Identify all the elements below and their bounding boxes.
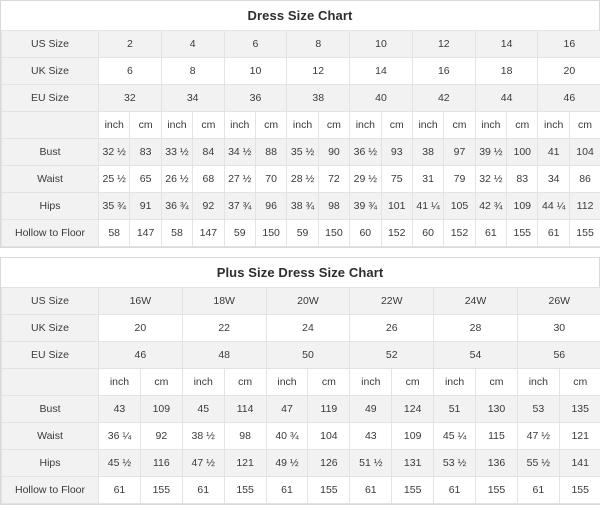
table-cell: cm: [318, 112, 349, 139]
table-cell: 36 ¼: [99, 423, 141, 450]
table-cell: 42 ¾: [475, 193, 506, 220]
table-cell: inch: [182, 369, 224, 396]
plus-chart-title: Plus Size Dress Size Chart: [1, 258, 599, 287]
row-label: Hips: [2, 450, 99, 477]
table-cell: 31: [412, 166, 443, 193]
row-label: Waist: [2, 166, 99, 193]
table-cell: 35 ¾: [99, 193, 130, 220]
table-row: [2, 450, 600, 477]
table-cell: 61: [517, 477, 559, 504]
table-cell: 105: [444, 193, 475, 220]
table-cell: 90: [318, 139, 349, 166]
table-cell: 35 ½: [287, 139, 318, 166]
table-cell: 121: [559, 423, 600, 450]
table-cell: 54: [434, 342, 518, 369]
table-cell: 55 ½: [517, 450, 559, 477]
table-cell: 26 ½: [161, 166, 192, 193]
table-cell: 61: [99, 477, 141, 504]
table-row: [2, 139, 600, 166]
table-cell: cm: [130, 112, 161, 139]
table-cell: 43: [99, 396, 141, 423]
table-cell: 51: [434, 396, 476, 423]
table-cell: 147: [130, 220, 161, 247]
table-cell: 8: [287, 31, 350, 58]
table-cell: 33 ½: [161, 139, 192, 166]
table-cell: cm: [308, 369, 350, 396]
table-row: [2, 112, 600, 139]
table-cell: 115: [476, 423, 518, 450]
table-cell: 155: [140, 477, 182, 504]
table-cell: 41 ¼: [412, 193, 443, 220]
table-cell: 36 ½: [350, 139, 381, 166]
table-cell: 44 ¼: [538, 193, 569, 220]
table-cell: 16: [538, 31, 600, 58]
table-cell: 131: [392, 450, 434, 477]
table-cell: 29 ½: [350, 166, 381, 193]
table-cell: 8: [161, 58, 224, 85]
table-cell: 38: [412, 139, 443, 166]
table-cell: inch: [538, 112, 569, 139]
plus-size-chart: [0, 257, 600, 505]
table-cell: inch: [350, 369, 392, 396]
row-label: UK Size: [2, 58, 99, 85]
table-cell: 61: [434, 477, 476, 504]
table-cell: 41: [538, 139, 569, 166]
table-cell: 93: [381, 139, 412, 166]
table-cell: 14: [350, 58, 413, 85]
table-cell: 26W: [517, 288, 600, 315]
table-cell: 25 ½: [99, 166, 130, 193]
table-cell: 14: [475, 31, 538, 58]
table-cell: 75: [381, 166, 412, 193]
regular-size-chart: [0, 0, 600, 248]
table-cell: 48: [182, 342, 266, 369]
table-cell: inch: [412, 112, 443, 139]
table-cell: 44: [475, 85, 538, 112]
table-cell: 43: [350, 423, 392, 450]
table-cell: 34 ½: [224, 139, 255, 166]
table-row: [2, 85, 600, 112]
table-cell: 40: [350, 85, 413, 112]
table-cell: 58: [161, 220, 192, 247]
table-cell: 10: [350, 31, 413, 58]
table-cell: cm: [444, 112, 475, 139]
row-label: US Size: [2, 31, 99, 58]
table-row: [2, 423, 600, 450]
table-cell: 92: [193, 193, 224, 220]
table-cell: 18W: [182, 288, 266, 315]
table-cell: 130: [476, 396, 518, 423]
table-cell: 37 ¾: [224, 193, 255, 220]
table-row: [2, 58, 600, 85]
table-cell: 28 ½: [287, 166, 318, 193]
table-cell: inch: [99, 112, 130, 139]
table-cell: 61: [538, 220, 569, 247]
table-cell: 116: [140, 450, 182, 477]
table-cell: inch: [350, 112, 381, 139]
regular-chart-title: Dress Size Chart: [1, 1, 599, 30]
plus-size-table: [1, 287, 600, 504]
table-cell: 36 ¾: [161, 193, 192, 220]
table-cell: 152: [381, 220, 412, 247]
table-cell: 2: [99, 31, 162, 58]
table-cell: 68: [193, 166, 224, 193]
table-cell: 84: [193, 139, 224, 166]
table-cell: 16: [412, 58, 475, 85]
table-cell: 47 ½: [182, 450, 224, 477]
table-cell: 101: [381, 193, 412, 220]
table-cell: cm: [193, 112, 224, 139]
table-cell: inch: [161, 112, 192, 139]
table-cell: 22: [182, 315, 266, 342]
row-label: Hips: [2, 193, 99, 220]
row-label: [2, 369, 99, 396]
table-cell: 26: [350, 315, 434, 342]
table-row: [2, 31, 600, 58]
table-cell: 20W: [266, 288, 350, 315]
table-cell: 52: [350, 342, 434, 369]
row-label: US Size: [2, 288, 99, 315]
table-cell: 114: [224, 396, 266, 423]
table-cell: 119: [308, 396, 350, 423]
table-cell: 126: [308, 450, 350, 477]
table-cell: 121: [224, 450, 266, 477]
table-cell: 4: [161, 31, 224, 58]
table-cell: 53 ½: [434, 450, 476, 477]
table-cell: 150: [318, 220, 349, 247]
table-cell: 104: [569, 139, 600, 166]
table-cell: 61: [475, 220, 506, 247]
row-label: UK Size: [2, 315, 99, 342]
table-cell: cm: [140, 369, 182, 396]
table-cell: 135: [559, 396, 600, 423]
table-cell: 49: [350, 396, 392, 423]
table-cell: 24W: [434, 288, 518, 315]
table-cell: inch: [99, 369, 141, 396]
table-cell: inch: [287, 112, 318, 139]
table-cell: 24: [266, 315, 350, 342]
table-cell: 83: [130, 139, 161, 166]
table-cell: 104: [308, 423, 350, 450]
table-cell: 34: [538, 166, 569, 193]
table-cell: 39 ¾: [350, 193, 381, 220]
row-label: Hollow to Floor: [2, 477, 99, 504]
table-cell: 20: [99, 315, 183, 342]
table-cell: 141: [559, 450, 600, 477]
table-cell: 155: [569, 220, 600, 247]
table-cell: 61: [350, 477, 392, 504]
table-cell: 109: [140, 396, 182, 423]
row-label: Bust: [2, 139, 99, 166]
table-cell: inch: [475, 112, 506, 139]
table-cell: 98: [318, 193, 349, 220]
table-cell: cm: [507, 112, 538, 139]
table-cell: 109: [507, 193, 538, 220]
table-cell: 46: [538, 85, 600, 112]
table-cell: 155: [559, 477, 600, 504]
table-row: [2, 288, 600, 315]
table-cell: 38: [287, 85, 350, 112]
table-cell: 61: [182, 477, 224, 504]
table-cell: cm: [476, 369, 518, 396]
table-cell: 91: [130, 193, 161, 220]
row-label: Waist: [2, 423, 99, 450]
table-cell: 6: [224, 31, 287, 58]
table-cell: 72: [318, 166, 349, 193]
table-cell: 109: [392, 423, 434, 450]
table-cell: 6: [99, 58, 162, 85]
table-cell: 112: [569, 193, 600, 220]
plus-table-body: [2, 288, 600, 504]
table-cell: cm: [559, 369, 600, 396]
table-row: [2, 342, 600, 369]
table-row: [2, 166, 600, 193]
row-label: EU Size: [2, 342, 99, 369]
table-cell: 98: [224, 423, 266, 450]
table-cell: cm: [381, 112, 412, 139]
table-cell: 155: [476, 477, 518, 504]
table-row: [2, 396, 600, 423]
table-cell: 96: [255, 193, 286, 220]
table-cell: 70: [255, 166, 286, 193]
row-label: Bust: [2, 396, 99, 423]
table-cell: inch: [224, 112, 255, 139]
table-cell: 136: [476, 450, 518, 477]
table-cell: 45 ½: [99, 450, 141, 477]
table-cell: 79: [444, 166, 475, 193]
table-cell: 40 ¾: [266, 423, 308, 450]
table-cell: 124: [392, 396, 434, 423]
table-cell: 53: [517, 396, 559, 423]
table-cell: 28: [434, 315, 518, 342]
table-cell: 58: [99, 220, 130, 247]
table-cell: 34: [161, 85, 224, 112]
table-cell: 56: [517, 342, 600, 369]
table-cell: 155: [507, 220, 538, 247]
row-label: [2, 112, 99, 139]
table-cell: 12: [412, 31, 475, 58]
table-cell: 47: [266, 396, 308, 423]
table-cell: 45 ¼: [434, 423, 476, 450]
table-cell: 16W: [99, 288, 183, 315]
table-cell: 50: [266, 342, 350, 369]
table-cell: 155: [308, 477, 350, 504]
table-cell: 60: [350, 220, 381, 247]
table-cell: 10: [224, 58, 287, 85]
table-cell: 100: [507, 139, 538, 166]
table-cell: 38 ¾: [287, 193, 318, 220]
table-cell: 32 ½: [475, 166, 506, 193]
table-cell: 45: [182, 396, 224, 423]
table-cell: 49 ½: [266, 450, 308, 477]
table-cell: 83: [507, 166, 538, 193]
table-cell: 20: [538, 58, 600, 85]
table-cell: 18: [475, 58, 538, 85]
table-cell: 150: [255, 220, 286, 247]
table-cell: 86: [569, 166, 600, 193]
table-cell: 61: [266, 477, 308, 504]
table-cell: inch: [517, 369, 559, 396]
table-cell: 59: [287, 220, 318, 247]
table-row: [2, 220, 600, 247]
table-cell: cm: [255, 112, 286, 139]
table-cell: 88: [255, 139, 286, 166]
table-cell: 51 ½: [350, 450, 392, 477]
table-cell: 12: [287, 58, 350, 85]
table-row: [2, 193, 600, 220]
table-cell: 32 ½: [99, 139, 130, 166]
table-cell: 39 ½: [475, 139, 506, 166]
table-cell: 32: [99, 85, 162, 112]
table-cell: 155: [224, 477, 266, 504]
table-cell: 22W: [350, 288, 434, 315]
table-row: [2, 315, 600, 342]
table-cell: 92: [140, 423, 182, 450]
table-cell: 42: [412, 85, 475, 112]
row-label: Hollow to Floor: [2, 220, 99, 247]
table-cell: 47 ½: [517, 423, 559, 450]
table-cell: 30: [517, 315, 600, 342]
table-cell: cm: [224, 369, 266, 396]
table-cell: 27 ½: [224, 166, 255, 193]
table-cell: 147: [193, 220, 224, 247]
table-cell: 60: [412, 220, 443, 247]
regular-size-table: [1, 30, 600, 247]
table-cell: 36: [224, 85, 287, 112]
table-cell: 65: [130, 166, 161, 193]
table-cell: cm: [569, 112, 600, 139]
table-cell: cm: [392, 369, 434, 396]
table-cell: inch: [266, 369, 308, 396]
table-row: [2, 369, 600, 396]
table-cell: 152: [444, 220, 475, 247]
table-cell: 46: [99, 342, 183, 369]
table-cell: inch: [434, 369, 476, 396]
row-label: EU Size: [2, 85, 99, 112]
table-cell: 155: [392, 477, 434, 504]
table-cell: 59: [224, 220, 255, 247]
regular-table-body: [2, 31, 600, 247]
table-cell: 97: [444, 139, 475, 166]
table-cell: 38 ½: [182, 423, 224, 450]
